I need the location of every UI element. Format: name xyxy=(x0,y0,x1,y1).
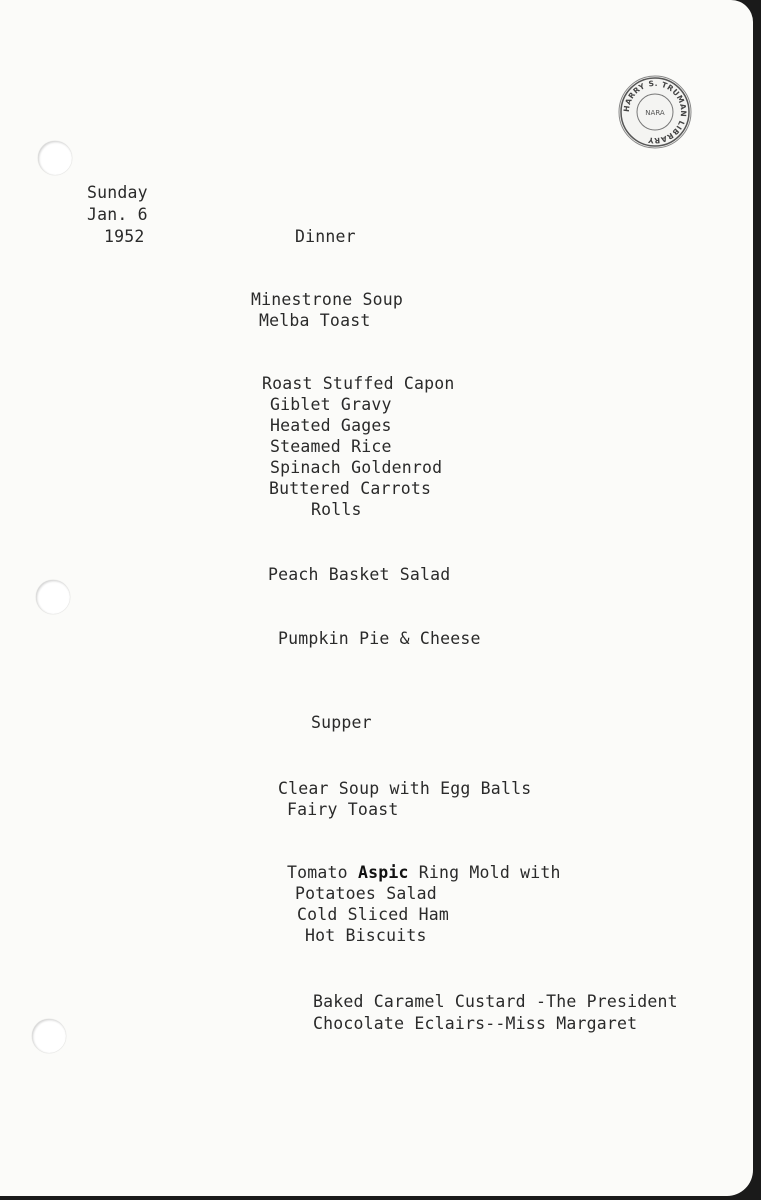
dinner-spinach: Spinach Goldenrod xyxy=(270,458,443,477)
binder-hole-top xyxy=(38,141,72,175)
supper-potato-salad: Potatoes Salad xyxy=(295,884,437,903)
dinner-heading: Dinner xyxy=(295,227,356,246)
library-stamp-icon xyxy=(617,74,693,150)
supper-custard: Baked Caramel Custard -The President xyxy=(313,992,678,1011)
dinner-rice: Steamed Rice xyxy=(270,437,392,456)
dinner-rolls: Rolls xyxy=(311,500,362,519)
supper-toast: Fairy Toast xyxy=(287,800,399,819)
dinner-dessert: Pumpkin Pie & Cheese xyxy=(278,629,481,648)
dinner-gages: Heated Gages xyxy=(270,416,392,435)
supper-eclairs: Chocolate Eclairs--Miss Margaret xyxy=(313,1014,638,1033)
dinner-soup: Minestrone Soup xyxy=(251,290,404,309)
supper-soup: Clear Soup with Egg Balls xyxy=(278,779,532,798)
dinner-carrots: Buttered Carrots xyxy=(269,479,432,498)
supper-ham: Cold Sliced Ham xyxy=(297,905,450,924)
binder-hole-middle xyxy=(36,580,70,614)
date-month-day: Jan. 6 xyxy=(87,205,148,224)
supper-biscuits: Hot Biscuits xyxy=(305,926,427,945)
dinner-gravy: Giblet Gravy xyxy=(270,395,392,414)
dinner-salad: Peach Basket Salad xyxy=(268,565,451,584)
stamp-ring-text: HARRY S. TRUMAN LIBRARY xyxy=(621,78,689,146)
dinner-toast: Melba Toast xyxy=(259,311,371,330)
supper-heading: Supper xyxy=(311,713,372,732)
dinner-main: Roast Stuffed Capon xyxy=(262,374,455,393)
binder-hole-bottom xyxy=(32,1019,66,1053)
supper-mold-suffix: Ring Mold with xyxy=(408,863,561,882)
supper-mold-prefix: Tomato xyxy=(287,863,358,882)
supper-mold xyxy=(287,863,561,883)
date-day: Sunday xyxy=(87,183,148,202)
stamp-center-text: NARA xyxy=(645,109,665,117)
date-year: 1952 xyxy=(104,227,145,246)
supper-mold-bold: Aspic xyxy=(357,863,409,882)
